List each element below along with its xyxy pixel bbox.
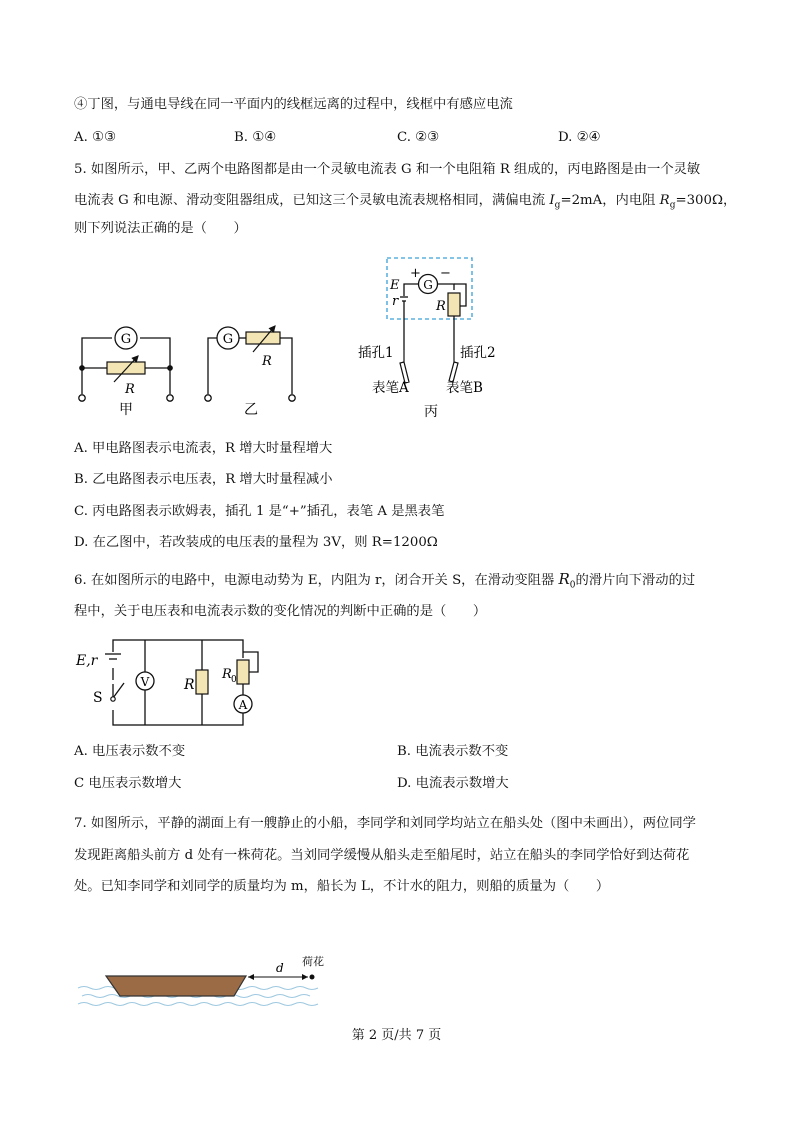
svg-text:R: R [222,667,232,682]
q5-bing-label: 丙 [424,404,438,420]
svg-text:R: R [184,677,195,693]
q4-option-a[interactable]: A. ①③ [74,130,116,145]
q5-hole2-label: 插孔2 [460,345,496,361]
svg-text:+: + [410,266,421,281]
q5-stem-line-3: 则下列说法正确的是（ ） [74,221,247,236]
svg-text:S: S [93,690,103,706]
q4-option-b[interactable]: B. ①④ [234,130,277,145]
svg-text:R: R [125,382,135,397]
q5-stem-line-2: 电流表 G 和电源、滑动变阻器组成，已知这三个灵敏电流表规格相同，满偏电流 $I_g=2mA$，内电阻 $R_g=300\Omega$， [74,193,737,211]
q7-stem-line-1: 7. 如图所示，平静的湖面上有一艘静止的小船，李同学和刘同学均站立在船头处（图中未画出），两位同学 [74,816,696,831]
svg-text:R: R [262,354,272,369]
q5-yi-label: 乙 [244,402,258,418]
q5-option-b[interactable]: B. 乙电路图表示电压表，R 增大时量程减小 [74,472,333,487]
svg-text:−: − [440,266,451,281]
page-footer: 第 2 页/共 7 页 [351,1028,442,1043]
q7-boat [106,976,246,996]
svg-text:A: A [238,698,248,712]
q5-penA-label: 表笔A [372,380,409,396]
q5-jia-label: 甲 [119,402,133,418]
q6-option-a[interactable]: A. 电压表示数不变 [74,744,186,759]
q4-statement-4: ④丁图，与通电导线在同一平面内的线框远离的过程中，线框中有感应电流 [74,97,513,112]
q5-option-a[interactable]: A. 甲电路图表示电流表，R 增大时量程增大 [74,441,333,456]
q6-stem-line-1: 6. 在如图所示的电路中，电源电动势为 E，内阻为 r，闭合开关 S，在滑动变阻器 $R_0$的滑片向下滑动的过 [74,570,696,591]
q5-option-c[interactable]: C. 丙电路图表示欧姆表，插孔 1 是“+”插孔，表笔 A 是黑表笔 [74,504,445,519]
svg-text:G: G [423,278,433,292]
q7-lotus-label: 荷花 [302,955,324,968]
svg-text:E: E [390,278,400,293]
q7-lotus [310,975,315,980]
q6-option-d[interactable]: D. 电流表示数增大 [397,776,509,791]
q5-penB-label: 表笔B [446,380,483,396]
svg-text:r: r [392,294,399,309]
svg-text:d: d [276,961,284,975]
svg-text:R: R [436,299,446,314]
q7-stem-line-2: 发现距离船头前方 d 处有一株荷花。当刘同学缓慢从船头走至船尾时，站立在船头的李同学恰好到达荷花 [74,848,690,863]
svg-text:0: 0 [231,675,237,685]
q4-option-d[interactable]: D. ②④ [558,130,601,145]
q6-option-b[interactable]: B. 电流表示数不变 [397,744,509,759]
q5-option-d[interactable]: D. 在乙图中，若改装成的电压表的量程为 3V，则 R=1200Ω [74,535,438,550]
q5-hole1-label: 插孔1 [358,345,394,361]
svg-text:E,r: E,r [76,653,98,669]
svg-text:V: V [140,675,150,689]
q7-stem-line-3: 处。已知李同学和刘同学的质量均为 m，船长为 L，不计水的阻力，则船的质量为（ ） [74,879,610,894]
q5-jia-g-label: G [120,332,132,347]
q6-stem-line-2: 程中，关于电压表和电流表示数的变化情况的判断中正确的是（ ） [74,604,487,619]
svg-text:G: G [222,332,234,347]
q5-stem-line-1: 5. 如图所示，甲、乙两个电路图都是由一个灵敏电流表 G 和一个电阻箱 R 组成的，丙电路图是由一个灵敏 [74,162,701,177]
q6-option-c[interactable]: C 电压表示数增大 [74,776,182,791]
q4-option-c[interactable]: C. ②③ [397,130,439,145]
